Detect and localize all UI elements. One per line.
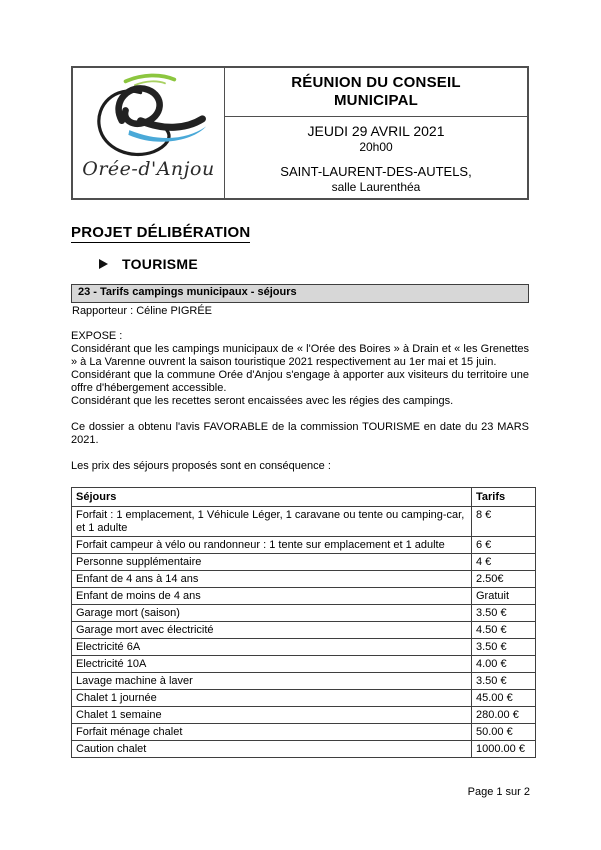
arrowhead-bullet-icon [99,259,108,269]
page-number: Page 1 sur 2 [467,786,530,798]
sejour-cell: Enfant de 4 ans à 14 ans [72,571,472,588]
sejour-cell: Forfait : 1 emplacement, 1 Véhicule Léger, 1 caravane ou tente ou camping-car, et 1 adulte [72,507,472,537]
tarif-cell: 6 € [472,537,536,554]
sejour-cell: Caution chalet [72,741,472,758]
rapporteur-line: Rapporteur : Céline PIGRÉE [72,305,213,317]
section-title: TOURISME [122,256,199,272]
sejour-cell: Electricité 6A [72,639,472,656]
table-row [72,741,536,758]
page-title: PROJET DÉLIBÉRATION [71,224,251,241]
meeting-date: JEUDI 29 AVRIL 2021 [307,123,445,139]
meeting-title-line1: RÉUNION DU CONSEIL [291,74,461,91]
meeting-room: salle Laurenthéa [331,180,421,194]
logo-cell [73,68,225,198]
tarif-cell: 3.50 € [472,605,536,622]
header-right-column [225,68,527,198]
sejour-cell: Electricité 10A [72,656,472,673]
tarif-cell: 3.50 € [472,673,536,690]
sejour-cell: Garage mort (saison) [72,605,472,622]
sejour-cell: Enfant de moins de 4 ans [72,588,472,605]
meeting-location: SAINT-LAURENT-DES-AUTELS, [280,164,472,179]
sejour-cell: Forfait campeur à vélo ou randonneur : 1 tente sur emplacement et 1 adulte [72,537,472,554]
table-row [72,690,536,707]
table-row [72,554,536,571]
sejour-cell: Chalet 1 journée [72,690,472,707]
table-row [72,622,536,639]
considerant-paragraph: Considérant que la commune Orée d'Anjou s'engage à apporter aux visiteurs du territoire une offre d'hébergement accessible. [71,369,529,394]
tarif-cell: 1000.00 € [472,741,536,758]
deliberation-item-bar: 23 - Tarifs campings municipaux - séjours [71,284,529,303]
tarif-cell: 2.50€ [472,571,536,588]
sejour-cell: Lavage machine à laver [72,673,472,690]
table-intro-line: Les prix des séjours proposés sont en conséquence : [71,460,331,472]
tarif-cell: 45.00 € [472,690,536,707]
table-row [72,673,536,690]
expose-body [71,330,529,473]
tarif-cell: 3.50 € [472,639,536,656]
tarifs-table-body [72,507,536,758]
sejour-cell: Chalet 1 semaine [72,707,472,724]
sejour-cell: Forfait ménage chalet [72,724,472,741]
logo-text: Orée-d'Anjou [82,158,215,180]
oree-anjou-logo-icon [88,72,210,162]
table-row [72,724,536,741]
table-row [72,656,536,673]
tarif-cell: 280.00 € [472,707,536,724]
tarif-cell: 50.00 € [472,724,536,741]
table-row [72,707,536,724]
sejour-cell: Personne supplémentaire [72,554,472,571]
meeting-title-line2: MUNICIPAL [333,92,418,109]
table-row [72,507,536,537]
avis-paragraph: Ce dossier a obtenu l'avis FAVORABLE de la commission TOURISME en date du 23 MARS 2021. [71,421,529,446]
tarif-cell: 8 € [472,507,536,537]
considerant-paragraph: Considérant que les campings municipaux de « l'Orée des Boires » à Drain et « les Grenettes » à La Varenne ouvrent la saison touristique 2021 respectivement au 1er mai et 15 juin. [71,343,529,368]
col-header-sejours: Séjours [72,488,472,507]
section-tourisme [99,256,198,272]
table-row [72,537,536,554]
considerant-paragraph: Considérant que les recettes seront encaissées avec les régies des campings. [71,395,454,407]
table-row [72,605,536,622]
spacer [71,447,529,460]
table-header-row [72,488,536,507]
sejour-cell: Garage mort avec électricité [72,622,472,639]
col-header-tarifs: Tarifs [472,488,536,507]
table-row [72,571,536,588]
table-row [72,588,536,605]
tarif-cell: 4 € [472,554,536,571]
meeting-datetime-cell [225,117,527,198]
tarif-cell: 4.00 € [472,656,536,673]
meeting-title [225,68,527,117]
spacer [71,408,529,421]
table-row [72,639,536,656]
tarif-cell: 4.50 € [472,622,536,639]
meeting-time: 20h00 [359,140,393,154]
expose-label: EXPOSE : [71,330,123,342]
header-table [71,66,529,200]
tarif-cell: Gratuit [472,588,536,605]
tarifs-table [71,487,536,758]
